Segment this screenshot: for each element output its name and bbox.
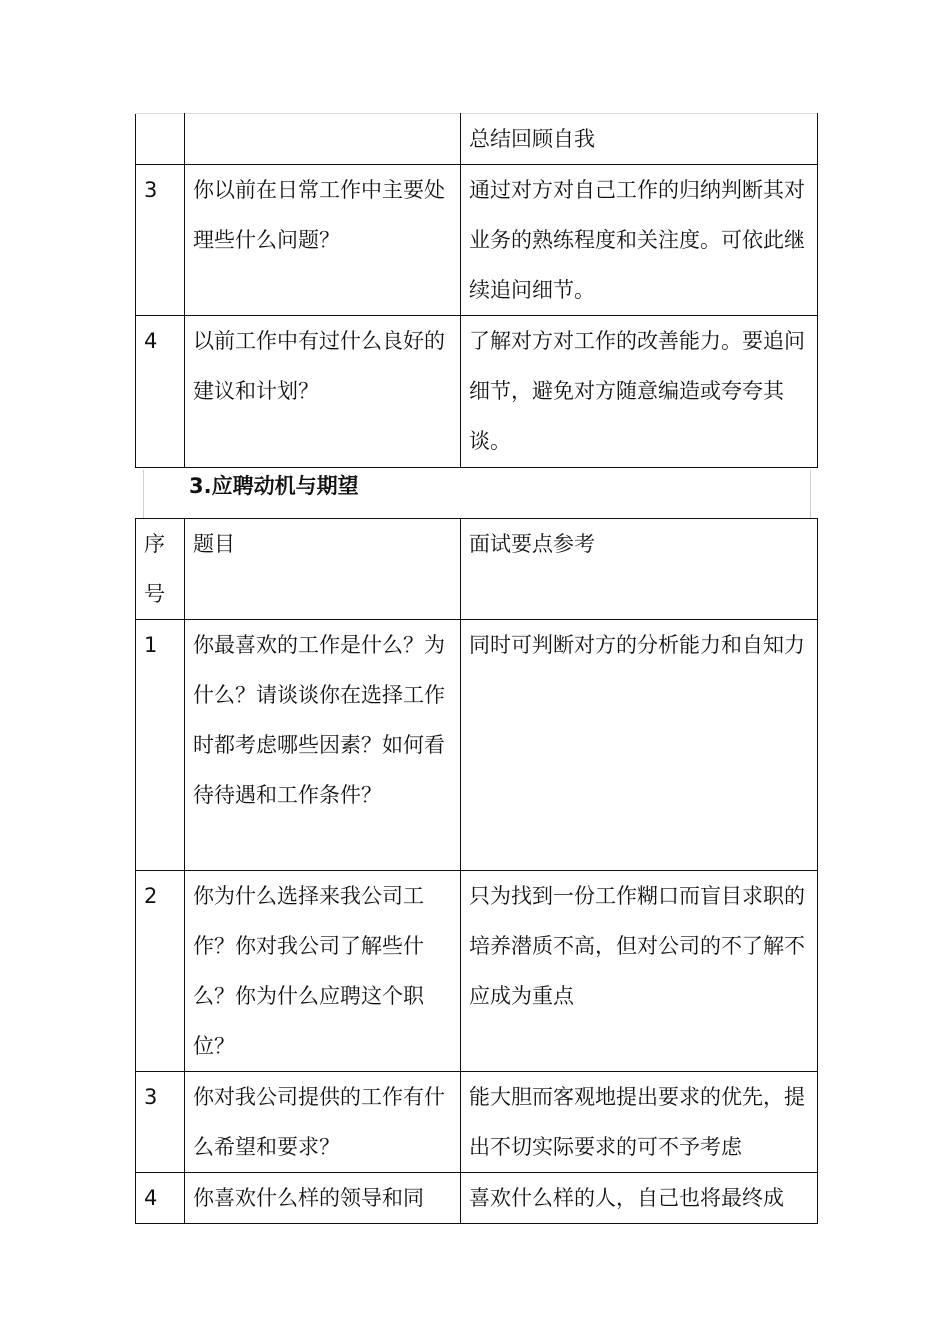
table-row <box>136 165 818 316</box>
row-note: 喜欢什么样的人，自己也将最终成 <box>461 1173 818 1224</box>
row-note: 同时可判断对方的分析能力和自知力 <box>461 620 818 871</box>
row-number: 4 <box>136 1173 185 1224</box>
row-note: 能大胆而客观地提出要求的优先，提出不切实际要求的可不予考虑 <box>461 1072 818 1173</box>
row-number: 1 <box>136 620 185 871</box>
interview-table-motivation <box>135 518 818 1224</box>
table-row <box>136 316 818 468</box>
row-note: 只为找到一份工作糊口而盲目求职的培养潜质不高，但对公司的不了解不应成为重点 <box>461 871 818 1072</box>
table-row <box>136 871 818 1072</box>
table-row <box>136 1072 818 1173</box>
section-title: 3.应聘动机与期望 <box>189 474 359 498</box>
section-heading-box <box>143 470 811 518</box>
header-number: 序号 <box>136 519 185 620</box>
row-question: 你喜欢什么样的领导和同 <box>185 1173 461 1224</box>
row-number <box>136 114 185 165</box>
row-note: 了解对方对工作的改善能力。要追问细节，避免对方随意编造或夸夸其谈。 <box>461 316 818 468</box>
header-question: 题目 <box>185 519 461 620</box>
table-header-row <box>136 519 818 620</box>
row-number: 3 <box>136 1072 185 1173</box>
row-question <box>185 114 461 165</box>
row-note: 总结回顾自我 <box>461 114 818 165</box>
table-row <box>136 620 818 871</box>
row-note: 通过对方对自己工作的归纳判断其对业务的熟练程度和关注度。可依此继续追问细节。 <box>461 165 818 316</box>
row-question: 你为什么选择来我公司工作？你对我公司了解些什么？你为什么应聘这个职位？ <box>185 871 461 1072</box>
row-number: 2 <box>136 871 185 1072</box>
row-question: 你最喜欢的工作是什么？为什么？请谈谈你在选择工作时都考虑哪些因素？如何看待待遇和工作条件？ <box>185 620 461 871</box>
row-question: 你对我公司提供的工作有什么希望和要求？ <box>185 1072 461 1173</box>
row-question: 你以前在日常工作中主要处理些什么问题？ <box>185 165 461 316</box>
table-row <box>136 1173 818 1224</box>
interview-table-continued <box>135 113 818 468</box>
row-number: 3 <box>136 165 185 316</box>
row-question: 以前工作中有过什么良好的建议和计划？ <box>185 316 461 468</box>
row-number: 4 <box>136 316 185 468</box>
header-note: 面试要点参考 <box>461 519 818 620</box>
table-row <box>136 114 818 165</box>
